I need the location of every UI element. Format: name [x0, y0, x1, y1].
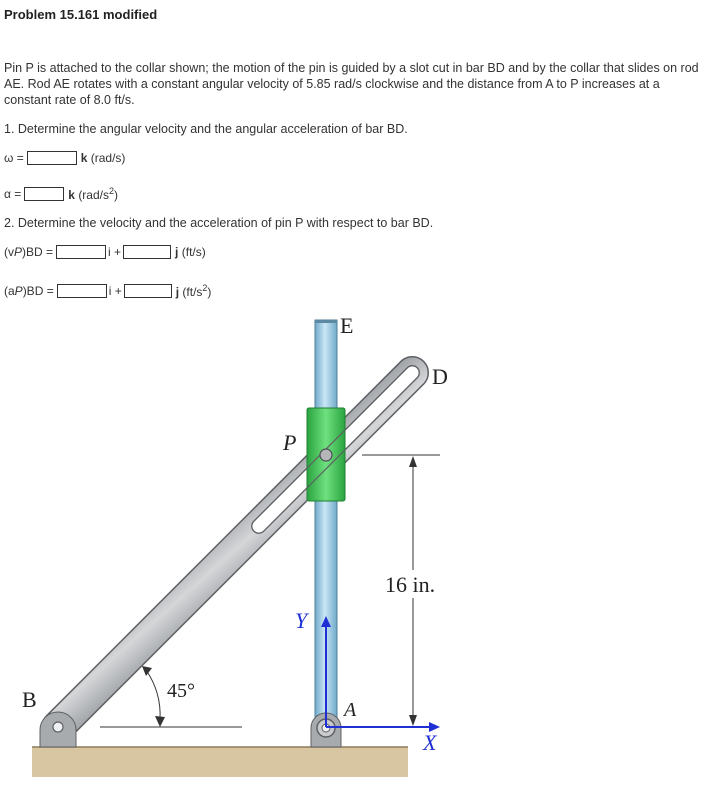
dimension-label: 16 in.: [385, 572, 436, 597]
acceleration-i-input[interactable]: [57, 284, 107, 298]
label-e: E: [340, 313, 354, 338]
velocity-label: (vP)BD =: [4, 245, 54, 259]
acceleration-j-input[interactable]: [124, 284, 172, 298]
omega-unit: (rad/s): [90, 151, 126, 165]
alpha-answer-row: [4, 186, 118, 202]
angle-label: 45°: [167, 680, 195, 702]
k-unit-vector: k: [68, 188, 75, 202]
problem-title: Problem 15.161 modified: [4, 7, 158, 22]
omega-input[interactable]: [27, 151, 77, 165]
i-plus: i +: [108, 245, 122, 259]
label-p: P: [283, 430, 297, 455]
label-b: B: [22, 687, 37, 712]
label-y: Y: [295, 608, 308, 633]
label-x: X: [423, 730, 437, 755]
angle-arrow-head-top: [142, 666, 152, 676]
part1-question: 1. Determine the angular velocity and the angular acceleration of bar BD.: [4, 122, 408, 136]
omega-answer-row: [4, 151, 125, 165]
label-a: A: [344, 699, 357, 721]
angle-arrow-head-bottom: [155, 716, 165, 727]
alpha-input[interactable]: [24, 187, 64, 201]
alpha-unit-close: ): [114, 188, 119, 202]
velocity-j-input[interactable]: [123, 245, 171, 259]
j-unit-vector: j: [175, 285, 180, 299]
problem-statement: Pin P is attached to the collar shown; the motion of the pin is guided by a slot cut in bar BD and by the collar that slides on rod AE. Rod AE rotates with a constant angular velocity of 5.85 rad/s clockwise and the distance from A to P increases at a constant rate of 8.0 ft/s.: [4, 61, 699, 107]
k-unit-vector: k: [80, 151, 88, 165]
j-unit-vector: j: [175, 245, 179, 259]
dim-arrow-bottom: [409, 715, 417, 726]
alpha-unit: (rad/s: [78, 188, 109, 202]
part2-question: 2. Determine the velocity and the acceleration of pin P with respect to bar BD.: [4, 216, 434, 230]
i-plus: i +: [108, 284, 122, 298]
pin-b: [53, 722, 63, 732]
omega-label: ω =: [4, 151, 24, 165]
acceleration-unit: (ft/s: [182, 285, 203, 299]
rod-ae-top: [315, 320, 337, 323]
mechanism-figure: [0, 300, 715, 785]
dim-arrow-top: [409, 456, 417, 467]
ground: [32, 747, 408, 777]
label-d: D: [432, 364, 448, 389]
velocity-unit: (ft/s): [181, 245, 206, 259]
acceleration-label: (aP)BD =: [4, 284, 54, 298]
pin-p: [320, 449, 332, 461]
velocity-answer-row: [4, 245, 206, 259]
velocity-i-input[interactable]: [56, 245, 106, 259]
alpha-label: α =: [4, 187, 22, 201]
acceleration-unit-exponent: 2: [202, 283, 208, 293]
acceleration-unit-close: ): [207, 285, 212, 299]
alpha-unit-exponent: 2: [109, 186, 115, 196]
angle-arc: [146, 670, 160, 720]
acceleration-answer-row: [4, 283, 211, 299]
